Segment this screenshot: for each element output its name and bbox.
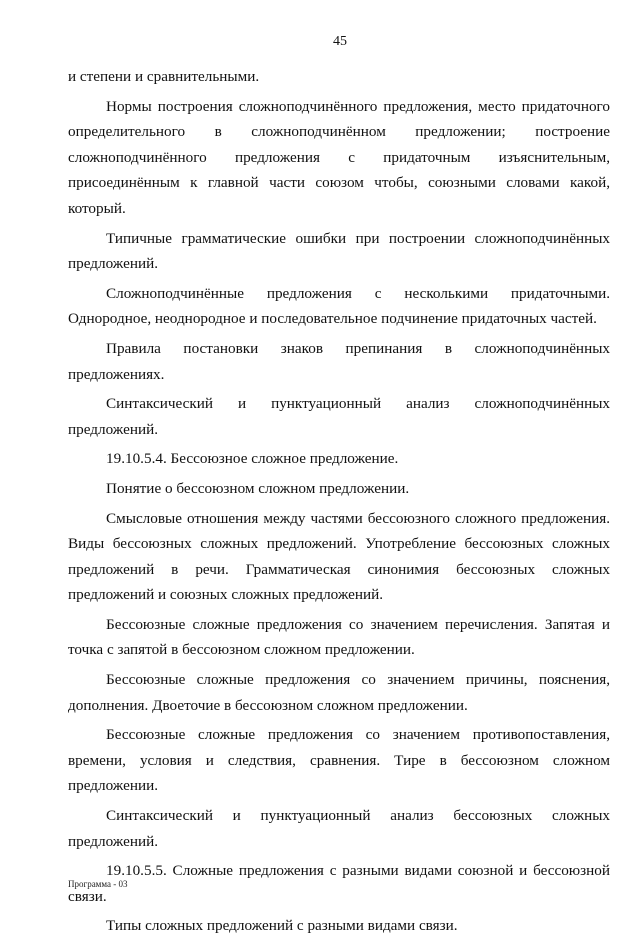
paragraph: Нормы построения сложноподчинённого предложения, место придаточного определительного в сложноподчинённом предложении; построение сложноподчинённого предложения с придаточным изъяснительным, присоединённым к главной части союзом чтобы, союзными словами какой, который. (68, 97, 610, 217)
paragraph: Смысловые отношения между частями бессоюзного сложного предложения. Виды бессоюзных сложных предложений. Употребление бессоюзных сложных предложений в речи. Грамматическая синонимия бессоюзных сложных предложений и союзных сложных предложений. (68, 509, 610, 604)
paragraph: Синтаксический и пунктуационный анализ бессоюзных сложных предложений. (68, 807, 610, 850)
paragraph: Типичные грамматические ошибки при построении сложноподчинённых предложений. (68, 229, 610, 273)
paragraph: Бессоюзные сложные предложения со значением перечисления. Запятая и точка с запятой в бессоюзном сложном предложении. (68, 615, 610, 659)
paragraph: Понятие о бессоюзном сложном предложении. (106, 479, 410, 497)
paragraph-continuation: и степени и сравнительными. (68, 68, 260, 85)
paragraph: Правила постановки знаков препинания в сложноподчинённых предложениях. (68, 339, 610, 383)
section-heading: 19.10.5.5. Сложные предложения с разными видами союзной и бессоюзной связи. (68, 862, 610, 905)
paragraph: Сложноподчинённые предложения с несколькими придаточными. Однородное, неоднородное и последовательное подчинение придаточных частей. (68, 284, 610, 328)
page-number: 45 (333, 34, 347, 49)
page-body (68, 64, 610, 939)
paragraph: Синтаксический и пунктуационный анализ сложноподчинённых предложений. (68, 395, 610, 438)
paragraph: Бессоюзные сложные предложения со значением причины, пояснения, дополнения. Двоеточие в бессоюзном сложном предложении. (68, 671, 610, 714)
page-footer: Программа - 03 (68, 879, 128, 889)
paragraph: Бессоюзные сложные предложения со значением противопоставления, времени, условия и следствия, сравнения. Тире в бессоюзном сложном предложении. (68, 726, 610, 795)
section-heading: 19.10.5.4. Бессоюзное сложное предложение. (106, 450, 399, 468)
paragraph: Типы сложных предложений с разными видами связи. (106, 917, 458, 935)
